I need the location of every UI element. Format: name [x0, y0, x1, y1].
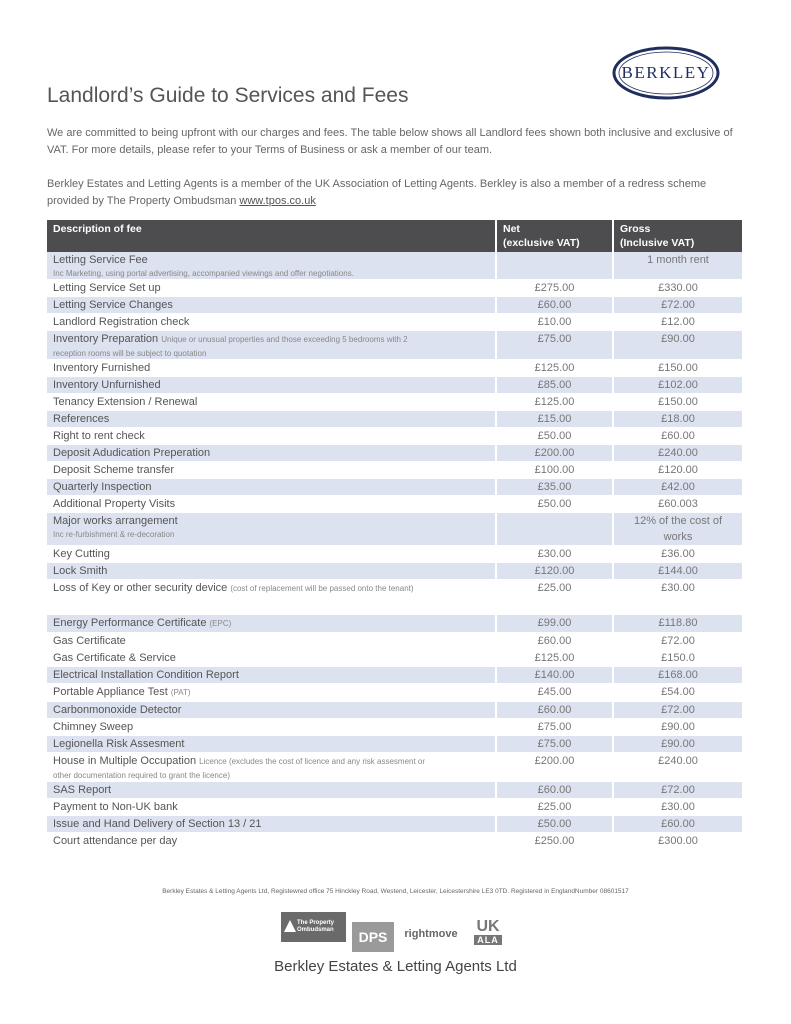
fee-gross: £72.00 — [613, 782, 742, 799]
table-spacer-row — [47, 598, 742, 615]
table-row — [47, 667, 742, 684]
fee-label: Additional Property Visits — [53, 498, 176, 510]
fee-gross: £60.00 — [613, 816, 742, 833]
table-row — [47, 377, 742, 394]
ombudsman-line2: Ombudsman — [297, 927, 334, 933]
fee-net: £125.00 — [496, 394, 613, 411]
table-row — [47, 546, 742, 563]
intro-paragraph: We are committed to being upfront with our charges and fees. The table below shows all Landlord fees shown both inclusive and exclusive of VAT. For more details, please refer to your Terms of Business or ask a member of our team. — [47, 127, 733, 156]
fee-label: Carbonmonoxide Detector — [53, 704, 182, 716]
fee-description — [47, 411, 496, 428]
table-row — [47, 650, 742, 667]
tpos-link[interactable]: www.tpos.co.uk — [239, 195, 316, 207]
fee-description — [47, 280, 496, 297]
fee-description — [47, 615, 496, 633]
fee-note: Inc re-furbishment & re-decoration — [53, 530, 175, 539]
fee-description — [47, 546, 496, 563]
table-row — [47, 394, 742, 411]
fee-net: £60.00 — [496, 297, 613, 314]
header-net-line2: (exclusive VAT) — [503, 237, 580, 249]
ukala-bottom: ALA — [474, 935, 502, 945]
fee-label: References — [53, 413, 110, 425]
fee-description — [47, 479, 496, 496]
fee-net: £125.00 — [496, 650, 613, 667]
accreditation-logos — [281, 912, 513, 952]
fee-label: Energy Performance Certificate — [53, 617, 207, 629]
fee-gross: £60.00 — [613, 428, 742, 445]
fee-label: Court attendance per day — [53, 835, 178, 847]
fee-description — [47, 563, 496, 580]
fee-net: £75.00 — [496, 331, 613, 360]
fee-gross: £30.00 — [613, 580, 742, 598]
spacer-cell — [613, 598, 742, 615]
table-row — [47, 360, 742, 377]
fee-description — [47, 782, 496, 799]
fee-description — [47, 633, 496, 650]
fees-table — [47, 220, 742, 850]
logo-text: BERKLEY — [621, 63, 711, 82]
berkley-logo — [612, 46, 720, 100]
fee-net: £75.00 — [496, 719, 613, 736]
fee-label: Inventory Furnished — [53, 362, 151, 374]
fee-net: £140.00 — [496, 667, 613, 684]
fee-description — [47, 736, 496, 753]
fee-description — [47, 360, 496, 377]
dps-logo: DPS — [352, 922, 394, 952]
spacer-cell — [496, 598, 613, 615]
fee-label: Key Cutting — [53, 548, 110, 560]
fee-gross: £60.003 — [613, 496, 742, 513]
fee-gross: £12.00 — [613, 314, 742, 331]
table-row — [47, 496, 742, 513]
fee-label: Chimney Sweep — [53, 721, 134, 733]
fee-description — [47, 462, 496, 479]
fee-label: Letting Service Changes — [53, 299, 173, 311]
fee-gross: £150.0 — [613, 650, 742, 667]
fee-label: Portable Appliance Test — [53, 686, 168, 698]
fee-gross: £168.00 — [613, 667, 742, 684]
fee-description — [47, 580, 496, 598]
fee-description — [47, 297, 496, 314]
table-row — [47, 615, 742, 633]
fee-net: £85.00 — [496, 377, 613, 394]
fee-label: Right to rent check — [53, 430, 145, 442]
fee-net: £30.00 — [496, 546, 613, 563]
fee-gross: £120.00 — [613, 462, 742, 479]
fee-net: £99.00 — [496, 615, 613, 633]
fee-inline-note: (EPC) — [209, 619, 232, 628]
header-net-line1: Net — [503, 223, 520, 235]
fee-gross: £36.00 — [613, 546, 742, 563]
table-row — [47, 513, 742, 546]
fee-description — [47, 702, 496, 719]
fee-label: Landlord Registration check — [53, 316, 190, 328]
fee-label: Gas Certificate — [53, 635, 126, 647]
fee-description — [47, 650, 496, 667]
fee-label: Lock Smith — [53, 565, 108, 577]
fee-net: £200.00 — [496, 445, 613, 462]
fee-net: £120.00 — [496, 563, 613, 580]
fee-gross: £240.00 — [613, 445, 742, 462]
fee-label: Gas Certificate & Service — [53, 652, 176, 664]
fee-gross: £300.00 — [613, 833, 742, 850]
fee-label: Major works arrangement — [53, 515, 178, 527]
table-row — [47, 782, 742, 799]
fee-gross: £30.00 — [613, 799, 742, 816]
fee-label: Issue and Hand Delivery of Section 13 / 21 — [53, 818, 262, 830]
fee-label: Deposit Scheme transfer — [53, 464, 175, 476]
spacer-cell — [47, 598, 496, 615]
fee-gross: £72.00 — [613, 702, 742, 719]
fee-inline-note: (cost of replacement will be passed onto the tenant) — [230, 584, 414, 593]
fee-label: SAS Report — [53, 784, 112, 796]
table-row — [47, 719, 742, 736]
company-name: Berkley Estates & Letting Agents Ltd — [274, 958, 517, 975]
fee-description — [47, 428, 496, 445]
table-row — [47, 252, 742, 280]
fee-description — [47, 331, 496, 360]
header-description: Description of fee — [47, 220, 496, 252]
header-gross-line2: (Inclusive VAT) — [620, 237, 695, 249]
fee-net: £50.00 — [496, 428, 613, 445]
fee-label: Inventory Unfurnished — [53, 379, 161, 391]
table-row — [47, 445, 742, 462]
fee-gross: £90.00 — [613, 331, 742, 360]
table-row — [47, 833, 742, 850]
fee-inline-note: (PAT) — [170, 688, 191, 697]
fee-net: £60.00 — [496, 633, 613, 650]
fee-gross: £72.00 — [613, 297, 742, 314]
table-row — [47, 280, 742, 297]
fees-table-body — [47, 252, 742, 850]
fee-description — [47, 799, 496, 816]
fee-gross: £90.00 — [613, 736, 742, 753]
fee-description — [47, 445, 496, 462]
fee-label: Tenancy Extension / Renewal — [53, 396, 198, 408]
ukala-top: UK — [476, 918, 500, 935]
fee-net: £10.00 — [496, 314, 613, 331]
fee-inline-note: Licence (excludes the cost of licence and any risk assesment or — [199, 757, 426, 766]
fee-description — [47, 816, 496, 833]
fee-note: other documentation required to grant the licence) — [53, 771, 230, 780]
fee-description — [47, 394, 496, 411]
fee-note: reception rooms will be subject to quotation — [53, 349, 207, 358]
fee-description — [47, 377, 496, 394]
ombudsman-triangle-icon — [284, 920, 296, 932]
fee-net — [496, 513, 613, 546]
table-row — [47, 633, 742, 650]
property-ombudsman-logo — [281, 912, 346, 942]
table-row — [47, 563, 742, 580]
fee-gross: £42.00 — [613, 479, 742, 496]
fee-label: Letting Service Fee — [53, 254, 148, 266]
fee-gross: £118.80 — [613, 615, 742, 633]
membership-text: Berkley Estates and Letting Agents is a member of the UK Association of Letting Agents. Berkley is also a member of a redress scheme provided by The Property Ombudsman — [47, 178, 707, 207]
fee-net: £60.00 — [496, 782, 613, 799]
table-row — [47, 331, 742, 360]
fee-net: £35.00 — [496, 479, 613, 496]
header-gross-line1: Gross — [620, 223, 651, 235]
fee-gross: £90.00 — [613, 719, 742, 736]
fee-net: £15.00 — [496, 411, 613, 428]
registration-text: Berkley Estates & Letting Agents Ltd, Registewred office 75 Hinckley Road, Westend, Leicester, Leicestershire LE3 0TD. Registered in EnglandNumber 08601517 — [162, 888, 629, 895]
fee-description — [47, 667, 496, 684]
page-title: Landlord’s Guide to Services and Fees — [47, 84, 409, 107]
table-header-row — [47, 220, 742, 252]
fee-net: £275.00 — [496, 280, 613, 297]
fee-label: Electrical Installation Condition Report — [53, 669, 239, 681]
fee-gross: £18.00 — [613, 411, 742, 428]
fee-net — [496, 252, 613, 280]
fee-net: £200.00 — [496, 753, 613, 782]
table-row — [47, 314, 742, 331]
fee-description — [47, 252, 496, 280]
fee-net: £25.00 — [496, 799, 613, 816]
fee-gross: £102.00 — [613, 377, 742, 394]
table-row — [47, 428, 742, 445]
fee-note: Inc Marketing, using portal advertising, accompanied viewings and offer negotiations. — [53, 269, 354, 278]
fee-description — [47, 496, 496, 513]
fee-net: £100.00 — [496, 462, 613, 479]
fee-gross: 12% of the cost of works — [613, 513, 742, 546]
membership-paragraph — [47, 176, 747, 210]
fee-label: House in Multiple Occupation — [53, 755, 197, 767]
fee-gross: £144.00 — [613, 563, 742, 580]
table-row — [47, 753, 742, 782]
fee-gross: £150.00 — [613, 360, 742, 377]
fee-label: Payment to Non-UK bank — [53, 801, 178, 813]
fee-gross: £330.00 — [613, 280, 742, 297]
fee-net: £125.00 — [496, 360, 613, 377]
table-row — [47, 736, 742, 753]
fee-label: Letting Service Set up — [53, 282, 161, 294]
table-row — [47, 702, 742, 719]
fee-description — [47, 684, 496, 702]
fee-net: £75.00 — [496, 736, 613, 753]
fee-gross: 1 month rent — [613, 252, 742, 280]
fee-net: £250.00 — [496, 833, 613, 850]
header-net — [496, 220, 613, 252]
fee-description — [47, 753, 496, 782]
fee-label: Inventory Preparation — [53, 333, 159, 345]
fee-net: £25.00 — [496, 580, 613, 598]
rightmove-logo: rightmove — [404, 928, 458, 940]
fee-net: £50.00 — [496, 816, 613, 833]
fee-label: Deposit Adudication Preperation — [53, 447, 211, 459]
fee-label: Quarterly Inspection — [53, 481, 152, 493]
fee-net: £45.00 — [496, 684, 613, 702]
fee-description — [47, 513, 496, 546]
ombudsman-text — [297, 920, 334, 934]
fee-description — [47, 833, 496, 850]
fee-gross: £72.00 — [613, 633, 742, 650]
table-row — [47, 462, 742, 479]
fee-label: Loss of Key or other security device — [53, 582, 228, 594]
table-row — [47, 411, 742, 428]
fee-net: £60.00 — [496, 702, 613, 719]
header-gross — [613, 220, 742, 252]
fee-inline-note: Unique or unusual properties and those exceeding 5 bedrooms with 2 — [161, 335, 408, 344]
fee-description — [47, 314, 496, 331]
fee-net: £50.00 — [496, 496, 613, 513]
ombudsman-line1: The Property — [297, 920, 335, 926]
ukala-logo — [466, 912, 510, 952]
table-row — [47, 580, 742, 598]
table-row — [47, 799, 742, 816]
fee-label: Legionella Risk Assesment — [53, 738, 185, 750]
table-row — [47, 816, 742, 833]
fee-description — [47, 719, 496, 736]
table-row — [47, 684, 742, 702]
fee-gross: £150.00 — [613, 394, 742, 411]
fee-gross: £54.00 — [613, 684, 742, 702]
fee-gross: £240.00 — [613, 753, 742, 782]
table-row — [47, 479, 742, 496]
table-row — [47, 297, 742, 314]
